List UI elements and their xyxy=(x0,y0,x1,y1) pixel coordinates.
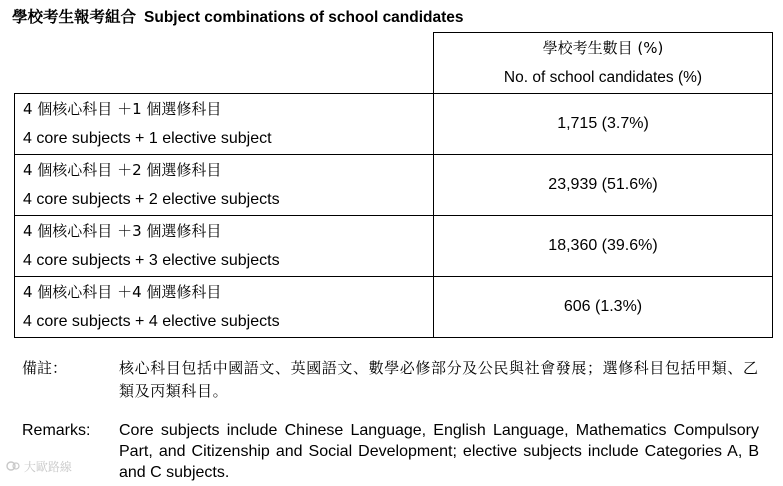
title-en: Subject combinations of school candidates xyxy=(144,9,464,26)
row-label-cell xyxy=(15,216,434,277)
row-label-zh: 4 個核心科目 ＋3 個選修科目 xyxy=(23,222,222,240)
header-cell xyxy=(434,33,773,94)
remarks-en-text: Core subjects include Chinese Language, English Language, Mathematics Compulsory Part, and Citizenship and Social Development; elective subjects include Categories A, B and C subjects. xyxy=(119,422,759,481)
table-row xyxy=(15,94,773,155)
row-label-en: 4 core subjects + 3 elective subjects xyxy=(23,252,280,269)
row-value: 23,939 (51.6%) xyxy=(434,155,773,216)
header-en: No. of school candidates (%) xyxy=(503,69,703,86)
remarks-zh-label: 備註： xyxy=(22,359,68,377)
table-header-row xyxy=(15,33,773,94)
row-label-zh: 4 個核心科目 ＋4 個選修科目 xyxy=(23,283,222,301)
row-value: 18,360 (39.6%) xyxy=(434,216,773,277)
row-value: 1,715 (3.7%) xyxy=(434,94,773,155)
remarks-en-label: Remarks: xyxy=(22,422,91,439)
row-label-zh: 4 個核心科目 ＋1 個選修科目 xyxy=(23,100,222,118)
watermark xyxy=(6,458,72,475)
row-label-cell xyxy=(15,94,434,155)
row-label-cell xyxy=(15,155,434,216)
subject-combinations-table xyxy=(14,32,773,338)
watermark-logo-icon xyxy=(6,460,20,472)
watermark-text: 大歐路線 xyxy=(23,460,72,474)
row-label-cell xyxy=(15,277,434,338)
table-row xyxy=(15,277,773,338)
row-label-en: 4 core subjects + 1 elective subject xyxy=(23,130,272,147)
row-label-en: 4 core subjects + 2 elective subjects xyxy=(23,191,280,208)
row-label-en: 4 core subjects + 4 elective subjects xyxy=(23,313,280,330)
row-value: 606 (1.3%) xyxy=(434,277,773,338)
header-empty-cell xyxy=(15,33,434,94)
page-title xyxy=(12,5,464,27)
table-row xyxy=(15,155,773,216)
table-row xyxy=(15,216,773,277)
header-zh: 學校考生數目 (%) xyxy=(542,39,664,57)
remarks-zh-text: 核心科目包括中國語文、英國語文、數學必修部分及公民與社會發展；選修科目包括甲類、乙類及丙類科目。 xyxy=(119,359,759,400)
row-label-zh: 4 個核心科目 ＋2 個選修科目 xyxy=(23,161,222,179)
title-zh: 學校考生報考組合 xyxy=(12,8,137,26)
